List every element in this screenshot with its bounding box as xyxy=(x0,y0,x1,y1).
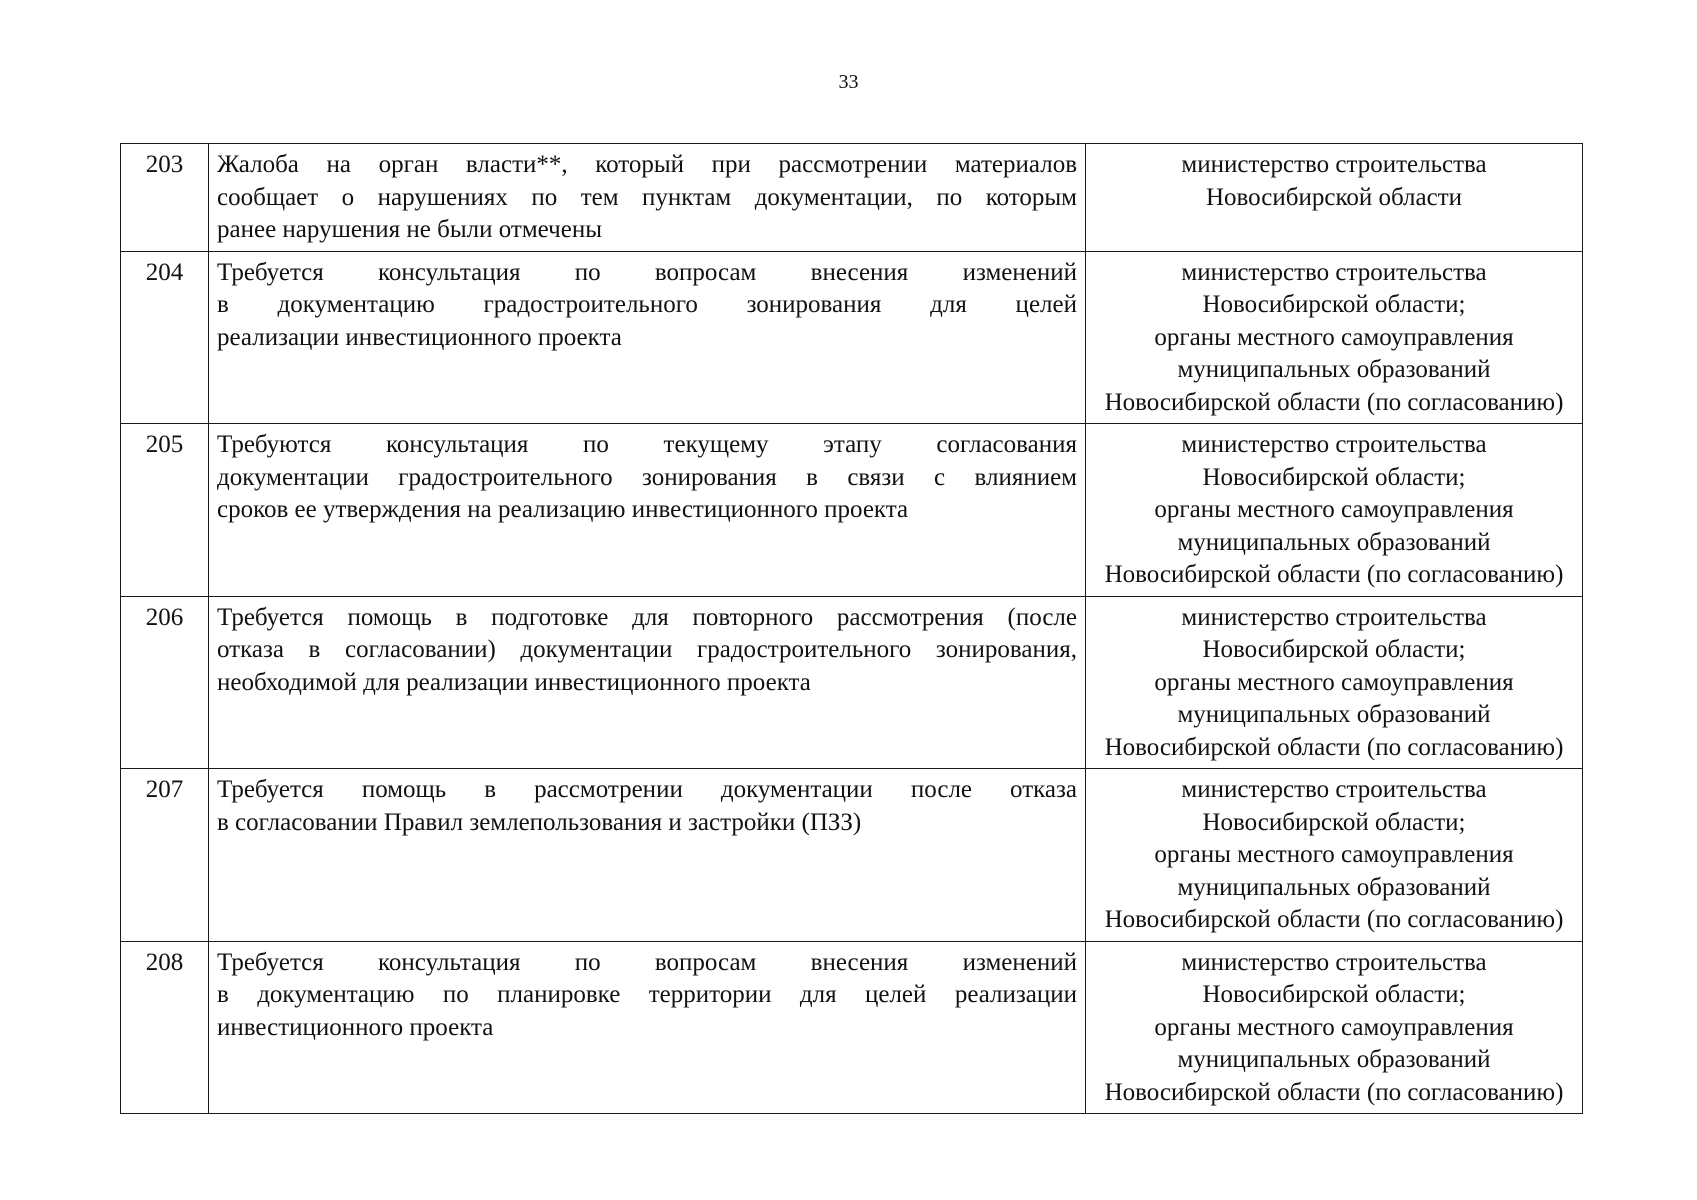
situation-description xyxy=(209,769,1086,942)
responsible-line: Новосибирской области; xyxy=(1202,291,1466,318)
responsible-line: Новосибирской области; xyxy=(1202,463,1466,491)
row-number: 206 xyxy=(121,596,209,769)
table-row xyxy=(121,596,1583,769)
responsible-line: министерство строительства xyxy=(1181,151,1487,178)
row-number: 203 xyxy=(121,144,209,252)
responsible-line: органы местного самоуправления xyxy=(1154,668,1514,696)
description-line: отказа в согласовании) документации градостроительного зонирования, xyxy=(217,636,1077,663)
situation-description xyxy=(209,941,1086,1114)
table-row xyxy=(121,144,1583,252)
responsible-line: органы местного самоуправления xyxy=(1154,323,1514,351)
description-line: сообщает о нарушениях по тем пунктам документации, по которым xyxy=(217,183,1077,211)
measures-table xyxy=(120,143,1583,1114)
description-line: Требуется помощь в рассмотрении документации после отказа xyxy=(217,776,1077,803)
description-line: в документацию по планировке территории для целей реализации xyxy=(217,981,1077,1008)
responsible-line: Новосибирской области (по согласованию) xyxy=(1104,733,1564,761)
page-number: 33 xyxy=(838,71,859,93)
row-number: 208 xyxy=(121,941,209,1114)
responsible-line: Новосибирской области (по согласованию) xyxy=(1104,561,1564,588)
responsible-bodies xyxy=(1086,769,1583,942)
table-row xyxy=(121,424,1583,597)
description-line: документации градостроительного зонирования в связи с влиянием xyxy=(217,463,1077,491)
responsible-bodies xyxy=(1086,596,1583,769)
responsible-bodies xyxy=(1086,251,1583,424)
row-number: 205 xyxy=(121,424,209,597)
responsible-line: муниципальных образований xyxy=(1177,1046,1491,1073)
responsible-line: министерство строительства xyxy=(1181,948,1487,976)
row-number: 207 xyxy=(121,769,209,942)
description-line: ранее нарушения не были отмечены xyxy=(217,216,602,243)
description-line: Жалоба на орган власти**, который при рассмотрении материалов xyxy=(217,151,1077,178)
row-number: 204 xyxy=(121,251,209,424)
responsible-line: Новосибирской области; xyxy=(1202,636,1466,663)
description-line: Требуется помощь в подготовке для повторного рассмотрения (после xyxy=(217,603,1077,631)
description-line: Требуются консультация по текущему этапу согласования xyxy=(217,431,1077,458)
responsible-line: Новосибирской области (по согласованию) xyxy=(1104,1078,1564,1106)
responsible-line: муниципальных образований xyxy=(1177,873,1491,901)
description-line: реализации инвестиционного проекта xyxy=(217,323,622,351)
description-line: в согласовании Правил землепользования и застройки (ПЗЗ) xyxy=(217,808,862,836)
responsible-line: Новосибирской области xyxy=(1205,183,1463,211)
responsible-bodies xyxy=(1086,144,1583,252)
responsible-line: муниципальных образований xyxy=(1177,356,1491,383)
description-line: инвестиционного проекта xyxy=(217,1013,494,1041)
responsible-line: Новосибирской области; xyxy=(1202,981,1466,1008)
responsible-line: министерство строительства xyxy=(1181,603,1487,631)
responsible-line: Новосибирской области (по согласованию) xyxy=(1104,388,1564,416)
responsible-line: Новосибирской области (по согласованию) xyxy=(1104,906,1564,933)
responsible-line: муниципальных образований xyxy=(1177,528,1491,556)
description-line: Требуется консультация по вопросам внесения изменений xyxy=(217,258,1077,286)
situation-description xyxy=(209,251,1086,424)
description-line: в документацию градостроительного зонирования для целей xyxy=(217,291,1077,318)
responsible-line: органы местного самоуправления xyxy=(1154,841,1514,868)
responsible-line: министерство строительства xyxy=(1181,258,1487,286)
situation-description xyxy=(209,424,1086,597)
table-row xyxy=(121,251,1583,424)
responsible-line: муниципальных образований xyxy=(1177,701,1491,728)
responsible-line: органы местного самоуправления xyxy=(1154,1013,1514,1041)
responsible-bodies xyxy=(1086,424,1583,597)
situation-description xyxy=(209,144,1086,252)
responsible-line: министерство строительства xyxy=(1181,776,1487,803)
responsible-line: Новосибирской области; xyxy=(1202,808,1466,836)
description-line: необходимой для реализации инвестиционного проекта xyxy=(217,668,811,696)
table-row xyxy=(121,941,1583,1114)
table-row xyxy=(121,769,1583,942)
description-line: Требуется консультация по вопросам внесения изменений xyxy=(217,948,1077,976)
description-line: сроков ее утверждения на реализацию инвестиционного проекта xyxy=(217,496,909,523)
responsible-bodies xyxy=(1086,941,1583,1114)
responsible-line: министерство строительства xyxy=(1181,431,1487,458)
responsible-line: органы местного самоуправления xyxy=(1154,496,1514,523)
situation-description xyxy=(209,596,1086,769)
